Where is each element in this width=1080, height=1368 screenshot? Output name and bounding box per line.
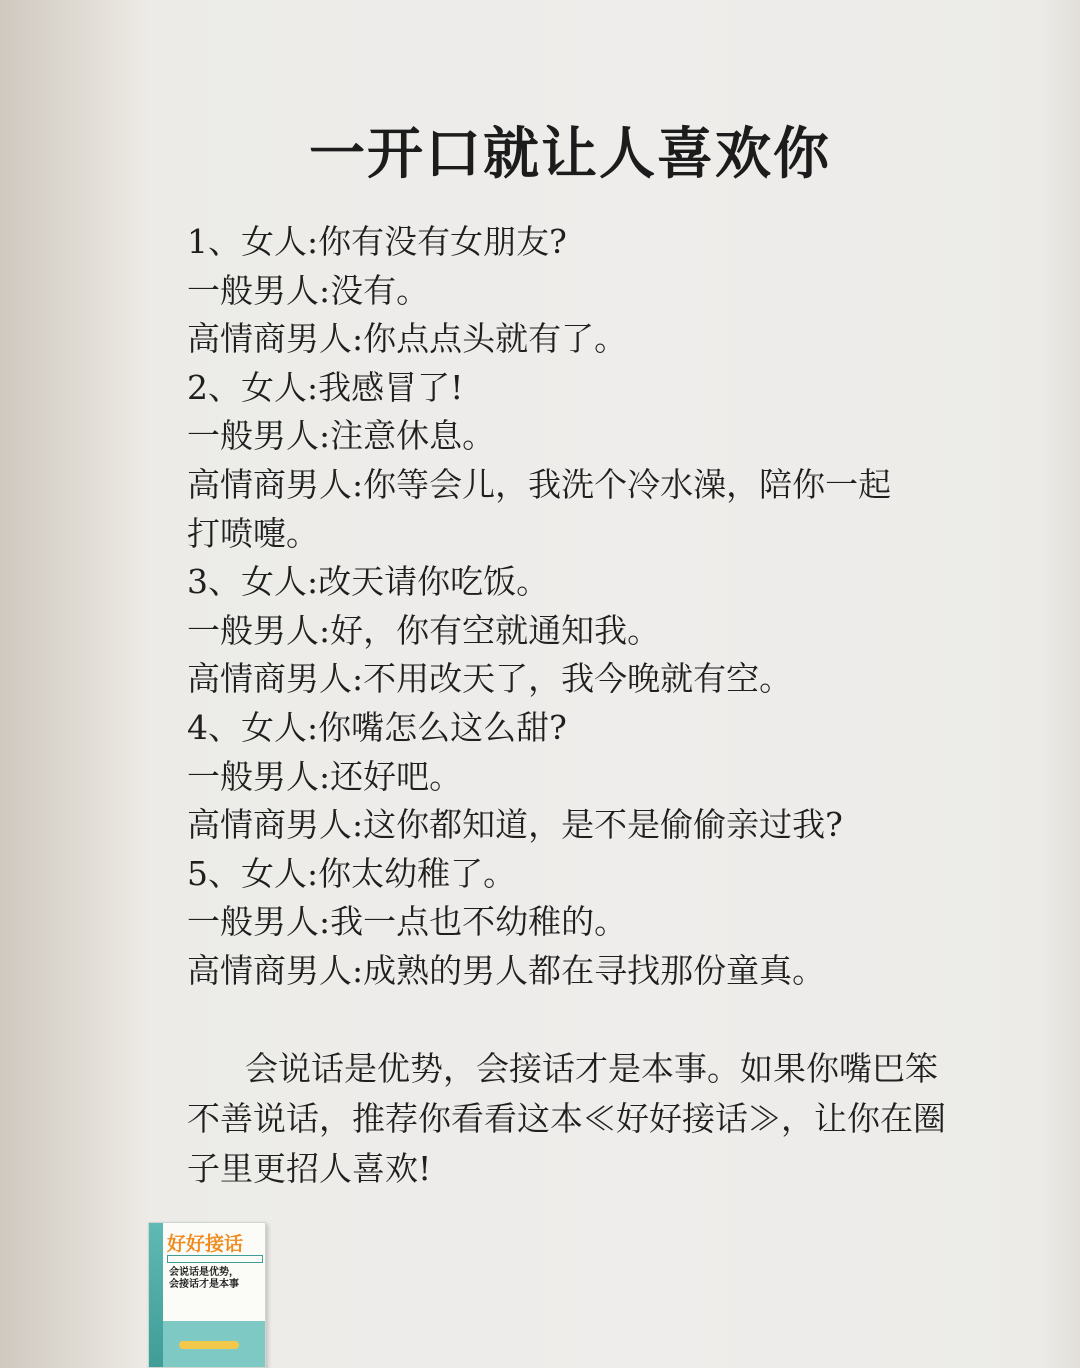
dialogue-line: 一般男人:没有。: [187, 270, 430, 310]
dialogue-line: 5、女人:你太幼稚了。: [187, 853, 517, 893]
dialogue-line: 4、女人:你嘴怎么这么甜?: [187, 707, 567, 747]
dialogue-line: 1、女人:你有没有女朋友?: [187, 222, 567, 261]
dialogue-line: 高情商男人:你等会儿，我洗个冷水澡，陪你一起: [187, 464, 892, 504]
dialogue-line: 3、女人:改天请你吃饭。: [187, 562, 550, 602]
dialogue-line: 高情商男人:成熟的男人都在寻找那份童真。: [187, 950, 826, 990]
dialogue-line: 2、女人:我感冒了!: [187, 367, 464, 407]
dialogue-list: [187, 218, 967, 996]
page-title: 一开口就让人喜欢你: [309, 122, 831, 187]
book-cover-image: [148, 1222, 266, 1368]
dialogue-line: 一般男人:还好吧。: [187, 756, 463, 796]
book-cover-subtitle: [169, 1267, 259, 1291]
book-cover-title: 好好接话: [167, 1233, 244, 1255]
page-gutter-shadow: [0, 0, 150, 1368]
book-cover-bar: [179, 1341, 239, 1349]
book-cover-subtitle-line: 会说话是优势，: [169, 1267, 239, 1278]
dialogue-line: 一般男人:好，你有空就通知我。: [187, 610, 661, 650]
dialogue-line: 高情商男人:不用改天了，我今晚就有空。: [187, 659, 793, 699]
book-cover-subtitle-line: 会接话才是本事: [169, 1279, 239, 1290]
book-spine: [149, 1223, 163, 1368]
closing-paragraph: 会说话是优势，会接话才是本事。如果你嘴巴笨不善说话，推荐你看看这本≪好好接话≫，让你在圈子里更招人喜欢!: [187, 1049, 946, 1188]
dialogue-line: 一般男人:我一点也不幼稚的。: [187, 902, 628, 942]
dialogue-line: 打喷嚏。: [187, 513, 319, 553]
page-edge: [1040, 0, 1080, 1368]
dialogue-line: 高情商男人:这你都知道，是不是偷偷亲过我?: [187, 805, 843, 845]
dialogue-line: 高情商男人:你点点头就有了。: [187, 319, 628, 359]
book-cover-band: [167, 1255, 263, 1263]
dialogue-line: 一般男人:注意休息。: [187, 416, 496, 456]
